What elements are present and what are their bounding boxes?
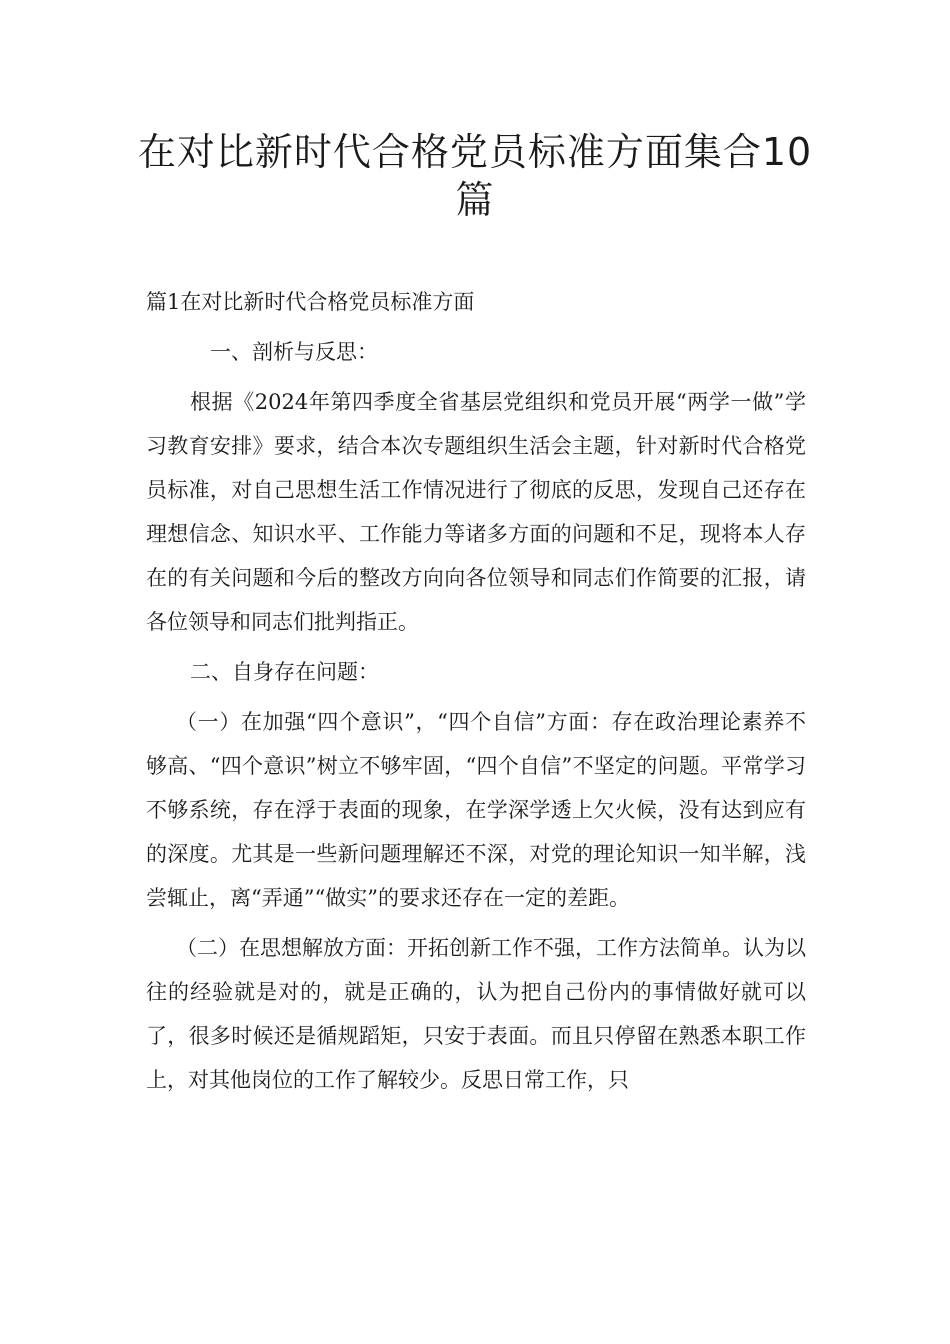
paragraph-analysis: 根据《2024年第四季度全省基层党组织和党员开展“两学一做”学习教育安排》要求，结合本次专题组织生活会主题，针对新时代合格党员标准，对自己思想生活工作情况进行了彻底的反思，发现自己还存在理想信念、知识水平、工作能力等诸多方面的问题和不足，现将本人存在的有关问题和今后的整改方向向各位领导和同志们作简要的汇报，请各位领导和同志们批判指正。 xyxy=(146,390,806,634)
document-title: 在对比新时代合格党员标准方面集合10篇 xyxy=(137,130,813,222)
article-subtitle: 篇1在对比新时代合格党员标准方面 xyxy=(146,290,475,314)
document-body xyxy=(146,280,806,1108)
section-heading-analysis: 一、剖析与反思： xyxy=(210,340,378,364)
paragraph-item-2: （二）在思想解放方面：开拓创新工作不强，工作方法简单。认为以往的经验就是对的，就是正确的，认为把自己份内的事情做好就可以了，很多时候还是循规蹈矩，只安于表面。而且只停留在熟悉本职工作上，对其他岗位的工作了解较少。反思日常工作，只 xyxy=(146,936,806,1092)
paragraph-item-1: （一）在加强“四个意识”，“四个自信”方面：存在政治理论素养不够高、“四个意识”树立不够牢固，“四个自信”不坚定的问题。平常学习不够系统，存在浮于表面的现象，在学深学透上欠火候，没有达到应有的深度。尤其是一些新问题理解还不深，对党的理论知识一知半解，浅尝辄止，离“弄通”“做实”的要求还存在一定的差距。 xyxy=(146,710,806,910)
section-heading-problems: 二、自身存在问题： xyxy=(190,660,379,684)
